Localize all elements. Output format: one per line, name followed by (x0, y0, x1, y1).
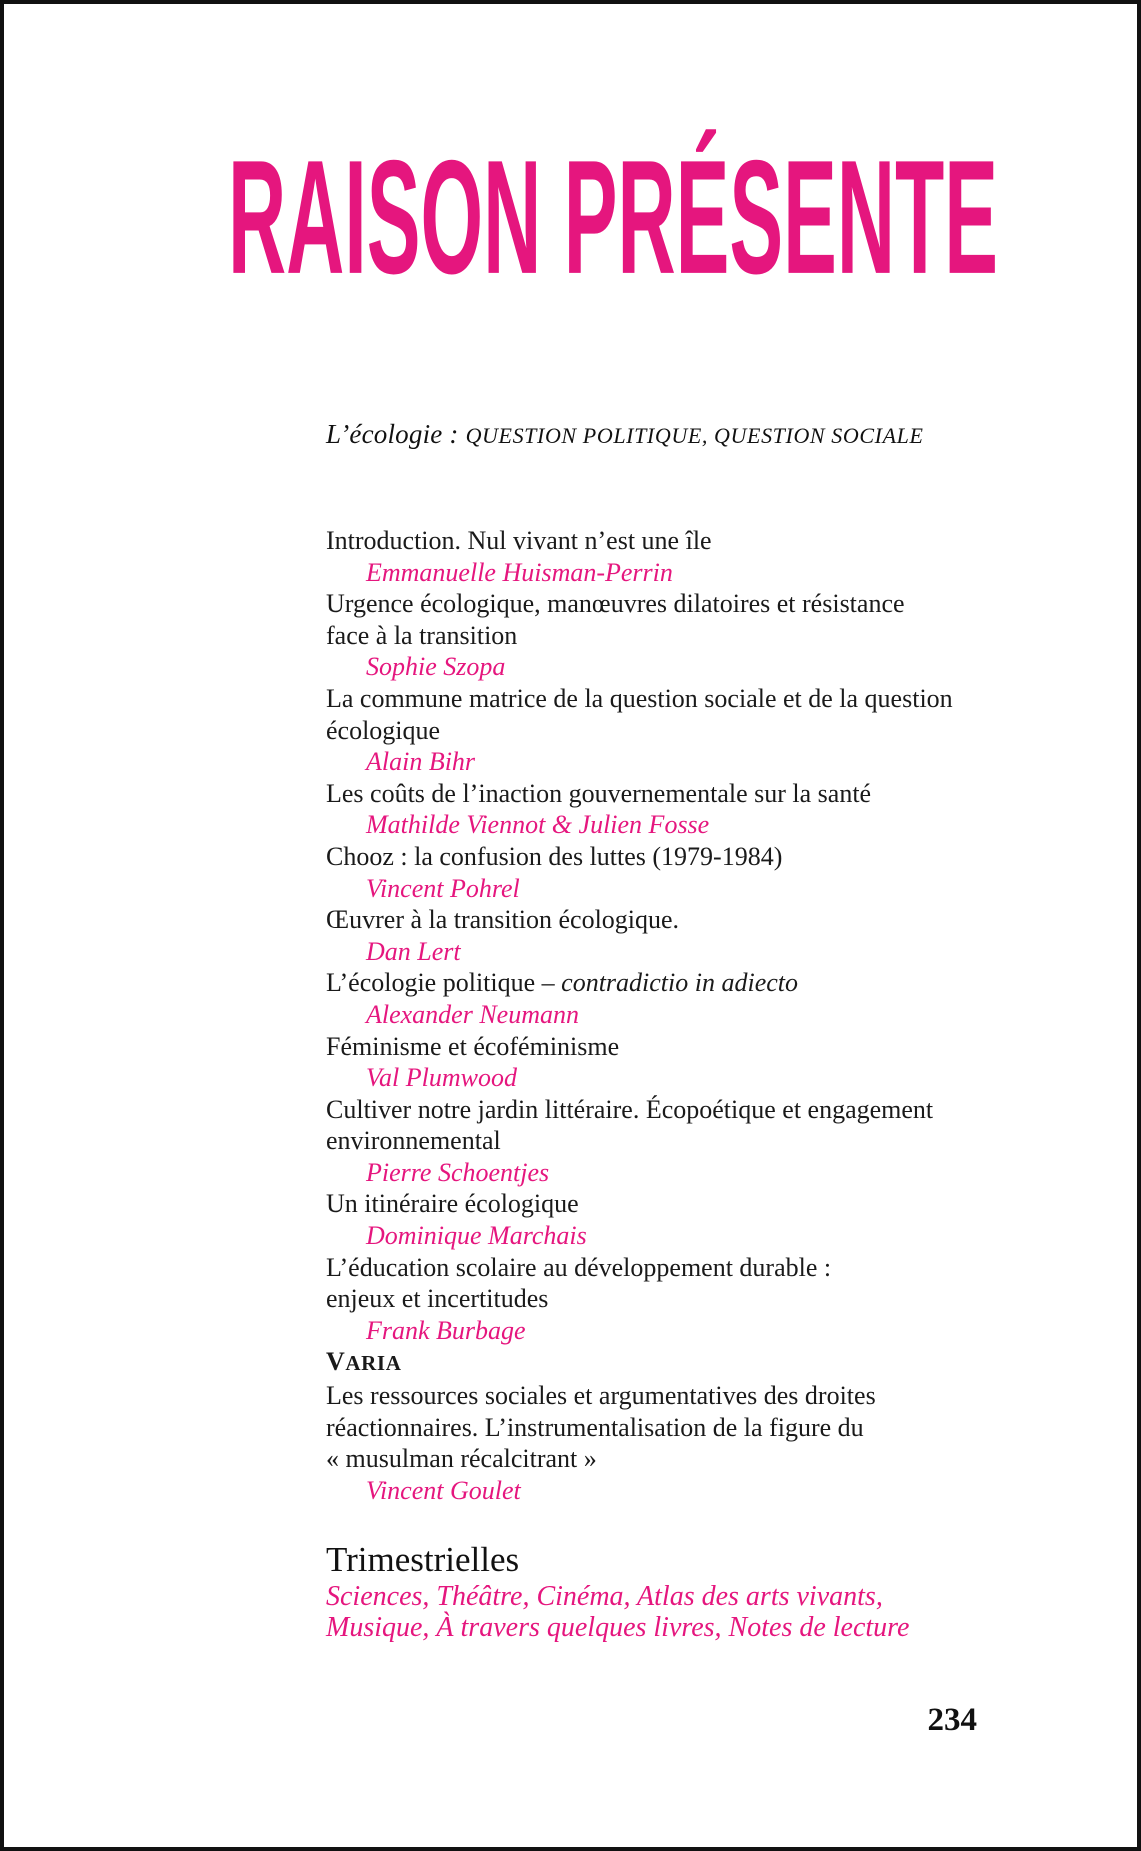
masthead-title: RAISON PRÉSENTE (228, 127, 998, 309)
masthead-logo (226, 126, 1006, 326)
article-title: Un itinéraire écologique (326, 1189, 579, 1219)
trimestrielles-list (326, 1581, 1046, 1643)
article-title: environnemental (326, 1126, 501, 1156)
article-title: L’éducation scolaire au développement durable : (326, 1252, 832, 1282)
article-title: enjeux et incertitudes (326, 1284, 549, 1314)
article-title-italic: contradictio in adiecto (561, 968, 798, 998)
article-title: Œuvrer à la transition écologique. (326, 905, 680, 935)
article-title: face à la transition (326, 620, 518, 650)
article-author: Alain Bihr (366, 747, 476, 777)
article-title: Féminisme et écoféminisme (326, 1031, 620, 1061)
trimestrielles-line: Musique, À travers quelques livres, Notes de lecture (326, 1612, 910, 1643)
article-title: Les ressources sociales et argumentatives des droites (326, 1381, 876, 1411)
article-title: Les coûts de l’inaction gouvernementale sur la santé (326, 778, 872, 808)
article-title: La commune matrice de la question sociale et de la question (326, 683, 953, 713)
issue-theme (326, 419, 1106, 450)
issue-theme-lead: L’écologie : (326, 419, 459, 449)
article-author: Frank Burbage (366, 1315, 526, 1345)
article-author: Emmanuelle Huisman-Perrin (366, 557, 673, 587)
section-heading: VARIA (326, 1347, 402, 1377)
article-title-plain: L’écologie politique – (326, 968, 562, 998)
article-author: Vincent Pohrel (366, 873, 520, 903)
trimestrielles-line: Sciences, Théâtre, Cinéma, Atlas des arts vivants, (326, 1581, 883, 1612)
article-author: Val Plumwood (366, 1063, 517, 1093)
article-author: Vincent Goulet (366, 1475, 521, 1505)
article-author: Sophie Szopa (366, 652, 506, 682)
article-author: Pierre Schoentjes (366, 1157, 550, 1187)
article-title: Chooz : la confusion des luttes (1979-1984) (326, 841, 783, 871)
masthead-logo-graphic (226, 126, 1006, 326)
article-author: Mathilde Viennot & Julien Fosse (366, 810, 710, 840)
article-title: Urgence écologique, manœuvres dilatoires et résistance (326, 589, 905, 619)
article-title: Cultiver notre jardin littéraire. Écopoétique et engagement (326, 1094, 934, 1124)
table-of-contents (326, 525, 1046, 1506)
issue-number: 234 (927, 1702, 977, 1738)
issue-theme-rest: QUESTION POLITIQUE, QUESTION SOCIALE (465, 423, 924, 448)
trimestrielles-heading: Trimestrielles (326, 1540, 520, 1579)
article-title: « musulman récalcitrant » (326, 1444, 597, 1474)
article-title: écologique (326, 715, 441, 745)
article-title: Introduction. Nul vivant n’est une île (326, 526, 712, 555)
article-author: Dan Lert (366, 936, 461, 966)
article-author: Dominique Marchais (366, 1221, 587, 1251)
article-title: réactionnaires. L’instrumentalisation de la figure du (326, 1412, 864, 1442)
article-title (326, 967, 1046, 999)
article-author: Alexander Neumann (366, 999, 580, 1029)
